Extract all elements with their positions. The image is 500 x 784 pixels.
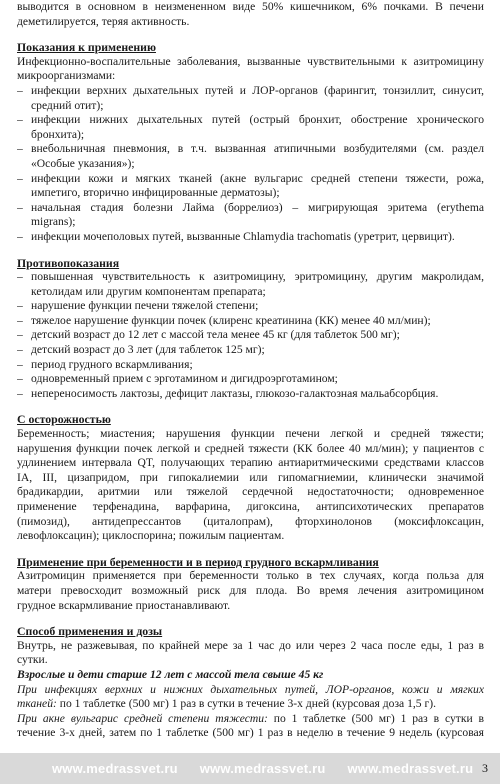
list-item: – детский возраст до 12 лет с массой тела менее 45 кг (для таблеток 500 мг); — [17, 328, 400, 342]
dash-bullet: – — [17, 328, 23, 342]
dash-bullet: – — [17, 299, 23, 313]
text-line: деметилируется, теряя активность. — [17, 14, 190, 28]
dash-bullet: – — [17, 229, 23, 243]
dash-bullet: – — [17, 386, 23, 400]
dash-bullet: – — [17, 113, 23, 127]
intro-paragraph — [17, 0, 484, 29]
text-line: грудное вскармливание приостанавливают. — [17, 598, 231, 612]
text-line: Внутрь, не разжевывая, по крайней мере за 1 час до или через 2 часа после еды, 1 раз в — [17, 638, 484, 652]
section-heading: Показания к применению — [17, 40, 156, 55]
page-number: 3 — [482, 761, 488, 775]
text-line: При инфекциях верхних и нижних дыхательных путей, ЛОР-органов, кожи и мягких — [17, 682, 484, 696]
section-heading: Способ применения и дозы — [17, 624, 163, 639]
document-page — [17, 0, 484, 741]
watermark-urls — [52, 761, 495, 776]
pregnancy-section — [17, 555, 484, 613]
list-item: – внебольничная пневмония, в т.ч. вызванная атипичными возбудителями (см. раздел «Особые указания»); — [17, 142, 484, 170]
text-line: нарушения функции почек легкой и средней тяжести (КК более 40 мл/мин); у пациентов с — [17, 441, 484, 455]
text-line: IA, III, цизапридом, при гипокалиемии или гипомагниемии, клинически значимой — [17, 470, 484, 484]
list-item: – тяжелое нарушение функции почек (клиренс креатинина (КК) менее 40 мл/мин); — [17, 313, 431, 327]
text-line: течение 3-х дней, затем по 1 таблетке (500 мг) 1 раз в неделю в течение 9 недель (курсовая — [17, 726, 484, 740]
list-item: – нарушение функции печени тяжелой степени; — [17, 299, 259, 313]
text-line: матери превосходит возможный риск для плода. Во время лечения азитромицином — [17, 583, 484, 597]
text-line: Инфекционно-воспалительные заболевания, вызванные чувствительными к азитромицину — [17, 54, 484, 68]
contraindications-section — [17, 256, 484, 402]
list-item: – инфекции нижних дыхательных путей (острый бронхит, обострение хронического бронхита); — [17, 113, 484, 141]
text-line: тканей: по 1 таблетке (500 мг) 1 раз в сутки в течение 3-х дней (курсовая доза 1,5 г). — [17, 697, 437, 711]
dash-bullet: – — [17, 313, 23, 327]
watermark-url: www.medrassvet.ru — [52, 761, 178, 776]
text-line: выводится в основном в неизмененном виде 50% кишечником, 6% почками. В печени — [17, 0, 484, 13]
list-item: – одновременный прием с эрготамином и дигидроэрготамином; — [17, 372, 338, 386]
text-line: удлинением интервала QT, получающих терапию антиаритмическими средствами классов — [17, 456, 484, 470]
dosage-section — [17, 624, 484, 741]
text-line: микроорганизмами: — [17, 69, 116, 83]
section-heading: С осторожностью — [17, 412, 111, 427]
list-item: – начальная стадия болезни Лайма (боррелиоз) – мигрирующая эритема (erythema migrans); — [17, 200, 484, 229]
list-item: – инфекции кожи и мягких тканей (акне вульгарис средней степени тяжести, рожа, импетиго, вторично инфицированные дерматозы); — [17, 171, 484, 200]
dash-bullet: – — [17, 270, 23, 284]
text-line: брадикардии, аритмии или тяжелой сердечной недостаточности; одновременное — [17, 485, 484, 499]
dash-bullet: – — [17, 200, 23, 214]
list-item: – детский возраст до 3 лет (для таблеток 125 мг); — [17, 343, 265, 357]
subheading: Взрослые и дети старше 12 лет с массой тела свыше 45 кг — [17, 667, 324, 681]
list-item: – непереносимость лактозы, дефицит лактазы, глюкозо-галактозная мальабсорбция. — [17, 386, 439, 400]
dash-bullet: – — [17, 142, 23, 156]
list-item: – период грудного вскармливания; — [17, 357, 193, 371]
page-footer — [0, 753, 500, 784]
dash-bullet: – — [17, 343, 23, 357]
text-line: применение терфенадина, варфарина, дигоксина, антипсихотических препаратов — [17, 500, 484, 513]
caution-section — [17, 412, 484, 543]
section-heading: Противопоказания — [17, 255, 120, 270]
watermark-url: www.medrassvet.ru — [347, 761, 474, 776]
text-line: левофлоксацин); циклоспорина; пожилым пациентам. — [17, 529, 285, 543]
text-line: При акне вульгарис средней степени тяжести: по 1 таблетке (500 мг) 1 раз в сутки в — [17, 711, 484, 725]
section-heading: Применение при беременности и в период грудного вскармливания — [17, 554, 379, 569]
dash-bullet: – — [17, 171, 23, 185]
list-item: – инфекции верхних дыхательных путей и ЛОР-органов (фарингит, тонзиллит, синусит, средний отит); — [17, 83, 484, 112]
dash-bullet: – — [17, 83, 23, 97]
dash-bullet: – — [17, 357, 23, 371]
dash-bullet: – — [17, 372, 23, 386]
list-item: – повышенная чувствительность к азитромицину, эритромицину, другим макролидам, кетолидам или другим компонентам препарата; — [17, 270, 484, 298]
text-line: сутки. — [17, 653, 48, 667]
text-line: Беременность; миастения; нарушения функции печени легкой и средней тяжести; — [17, 427, 484, 441]
watermark-url: www.medrassvet.ru — [199, 761, 326, 776]
list-item: – инфекции мочеполовых путей, вызванные Chlamydia trachomatis (уретрит, цервицит). — [17, 229, 455, 243]
text-line: (пимозид), антидепрессантов (циталопрам), фторхинолонов (моксифлоксацин, — [17, 514, 484, 528]
text-line: Азитромицин применяется при беременности только в тех случаях, когда польза для — [17, 569, 484, 583]
indications-section — [17, 40, 484, 244]
